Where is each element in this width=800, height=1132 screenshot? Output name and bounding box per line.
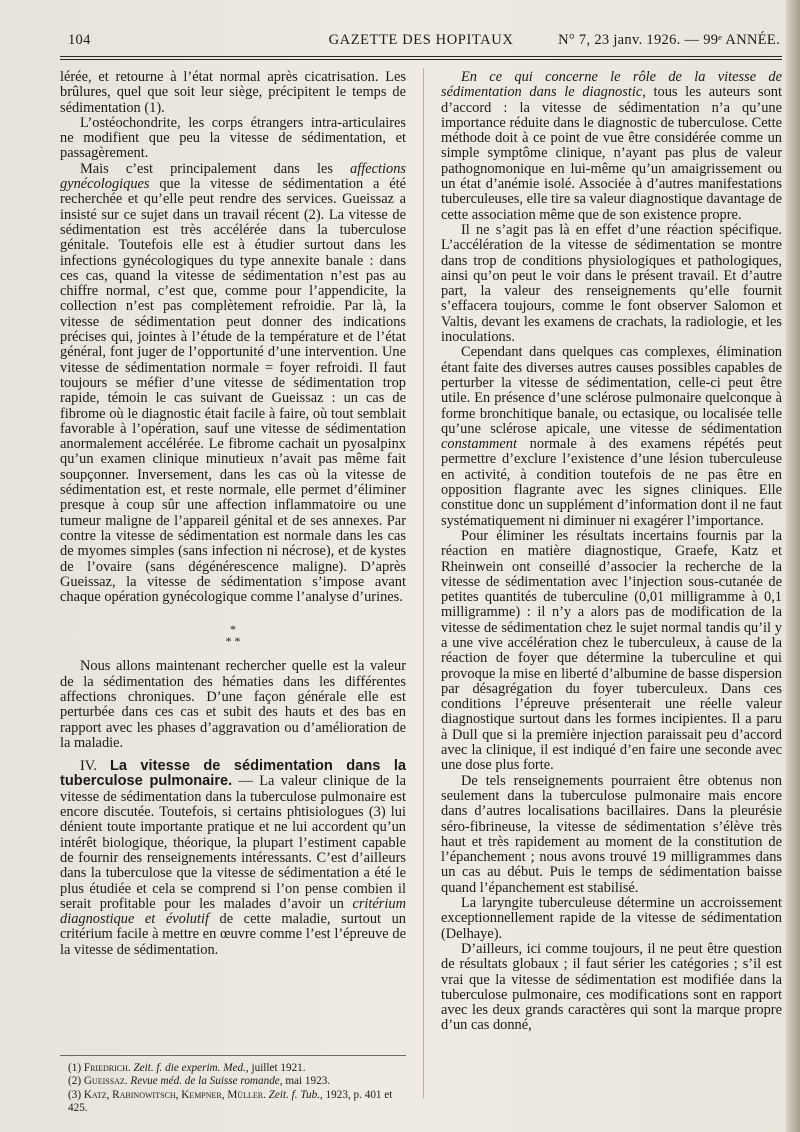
- emphasis-text: critérium diagnostique et évolutif: [60, 895, 406, 928]
- footnote: [68, 1062, 408, 1075]
- footnote: [68, 1089, 408, 1116]
- emphasis-text: constamment: [441, 436, 517, 453]
- book-spine-shadow: [786, 0, 800, 1132]
- paragraph: [441, 70, 782, 223]
- left-column: [60, 70, 406, 958]
- paragraph: Pour éliminer les résultats incertains fournis par la réaction en matière diagnostique, Graefe, Katz et Rheinwein ont conseillé d’associer la recherche de la vitesse de sédimentation avec l’injection sous-cutanée de petites quantités de tuberculine (0,01 milligramme à 0,1 milligramme) : il n’y a alors pas de modification de la vitesse de sédimentation chez le sujet normal tandis qu’il y a une vive accélération chez le tuberculeux, à cause de la réaction de foyer que détermine la tuberculine et qui provoque la mise en liberté d’albumine de basse dispersion par désagrégation du foyer tuberculeux. Dans ces conditions l’épreuve présenterait une réelle valeur diagnostique surtout dans les formes incipientes. Il a paru à Dull que si la première injection paraissait peu d’accord avec la clinique, il est indiqué d’en faire une seconde avec une dose plus forte.: [441, 527, 782, 774]
- journal-title: GAZETTE DES HOPITAUX: [328, 32, 514, 48]
- footnote-number: (3): [68, 1088, 84, 1101]
- footnote: [68, 1075, 408, 1088]
- footnote-number: (1): [68, 1062, 84, 1074]
- page-number: 104: [68, 32, 91, 48]
- section-heading: La vitesse de sédimentation dans la tuberculose pulmonaire.: [60, 758, 406, 790]
- paragraph: [60, 162, 406, 606]
- footnote-details: , 1923, p. 401 et 425.: [68, 1088, 393, 1115]
- emphasis-text: affections gynécologiques: [60, 160, 406, 193]
- footnote-author: Katz, Rabinowitsch, Kempner, Müller.: [83, 1088, 266, 1101]
- text-span: — La valeur clinique de la vitesse de sédimentation dans la tuberculose pulmonaire est encore discutée. Toutefois, si certains phtisiologues (3) lui dénient toute importante pratique et ne lui accordent qu’un intérêt biologique, théorique, la plupart l’estiment capable de fournir des renseignements intéressants. C’est d’ailleurs dans la tuberculose que la vitesse de sédimentation a été le plus étudiée et cela se comprend si l’on pense combien il serait profitable pour les malades d’avoir un: [60, 773, 407, 912]
- section-number: IV.: [80, 758, 110, 775]
- text-span: Cependant dans quelques cas complexes, élimination étant faite des diverses autres causes possibles capables de perturber la vitesse de sédimentation, celle-ci peut être utile. En présence d’une sclérose pulmonaire quelconque à forme bronchitique banale, ou ectasique, ou localisée telle qu’une sclérose apicale, une vitesse de sédimentation: [441, 344, 782, 437]
- footnote-rule: [60, 1055, 406, 1056]
- star-mark: *: [230, 622, 236, 637]
- text-span: de cette maladie, surtout un critérium facile à mettre en œuvre comme l’est l’épreuve de la vitesse de sédimentation.: [60, 911, 406, 958]
- header-rule-bottom: [60, 59, 782, 60]
- footnotes: [68, 1062, 408, 1116]
- section-separator-stars: [60, 623, 406, 647]
- paragraph: D’ailleurs, ici comme toujours, il ne peut être question de résultats globaux ; il faut sérier les catégories ; s’il est vrai que la vitesse de sédimentation est modifiée dans la tuberculose pulmonaire, ces modifications sont en rapport avec les deux grands caractères qui sont la marque propre d’un cas donné,: [441, 940, 782, 1034]
- paragraph: De tels renseignements pourraient être obtenus non seulement dans la tuberculose pulmonaire mais encore dans d’autres localisations bacillaires. Dans la pleurésie séro-fibrineuse, la vitesse de sédimentation s’élève très haut et très rapidement au moment de la constitution de l’épanchement ; nous avons trouvé 19 milligrammes dans un cas au début. Puis le temps de sédimentation baisse quand l’épanchement est stabilisé.: [441, 772, 782, 896]
- section-paragraph: [60, 759, 406, 958]
- footnote-details: , juillet 1921.: [245, 1062, 306, 1074]
- text-span: tous les auteurs sont d’accord : la vitesse de sédimentation n’a qu’une importance réduite dans le diagnostic de tuberculose. Cette méthode doit à ce point de vue être considérée comme un simple symptôme clinique, n’ayant pas plus de valeur pathognomonique en lui-même qu’un amaigrissement ou un état d’anémie isolé. Associée à d’autres manifestations tuberculeuses, elle tire sa valeur diagnostique davantage de cette association même que de son existence propre.: [441, 84, 782, 223]
- paragraph: La laryngite tuberculeuse détermine un accroissement exceptionnellement rapide de la vitesse de sédimentation (Delhaye).: [441, 895, 782, 942]
- text-span: que la vitesse de sédimentation a été recherchée et qu’elle peut rendre des services. Gueissaz a insisté sur ce sujet dans un travail récent (2). La vitesse de sédimentation est très accélérée dans la tuberculose génitale. Toutefois elle est à étudier surtout dans les infections gynécologiques du type annexite banale : dans ces cas, quand la vitesse de sédimentation n’est pas au chiffre normal, c’est que, comme pour l’appendicite, la collection n’est pas complètement refroidie. Par là, la vitesse de sédimentation peut donner des indications précises qui, jointes à l’étude de la température et de l’état général, font juger de l’opportunité d’une intervention. Une vitesse de sédimentation normale = foyer refroidi. Il faut toujours se méfier d’une vitesse de sédimentation trop rapide, témoin le cas suivant de Gueissaz : un cas de fibrome où le diagnostic était facile à faire, où tout semblait favorable à l’opération, sauf une vitesse de sédimentation anormalement accélérée. Le fibrome cachait un pyosalpinx qu’un examen clinique minutieux n’avait pas même fait soupçonner. Inversement, dans les cas où la vitesse de sédimentation est, et reste normale, elle permet d’éliminer presque à coup sûr une affection inflammatoire ou une tumeur maligne de l’appareil génital et de ses annexes. Par contre la vitesse de sédimentation est normale dans les cas de myomes simples (sans infection ni nécrose), et de kystes de l’ovaire (sans dégénérescence maligne). D’après Gueissaz, la vitesse de sédimentation s’impose avant chaque opération gynécologique comme l’analyse d’urines.: [60, 176, 406, 606]
- footnote-journal: Zeit. f. Tub.: [265, 1088, 320, 1101]
- right-column: [441, 70, 782, 1034]
- star-mark: * *: [225, 634, 241, 649]
- paragraph: lérée, et retourne à l’état normal après cicatrisation. Les brûlures, quel que soit leur siège, précipitent le temps de sédimentation (1).: [60, 69, 406, 116]
- footnote-journal: Zeit. f. die experim. Med.: [130, 1062, 246, 1074]
- footnote-number: (2): [68, 1075, 84, 1088]
- footnote-details: , mai 1923.: [279, 1075, 331, 1088]
- footnote-journal: Revue méd. de la Suisse romande: [127, 1075, 280, 1088]
- text-span: Mais c’est principalement dans les: [80, 160, 351, 177]
- paragraph: Nous allons maintenant rechercher quelle est la valeur de la sédimentation des hématies dans les différentes affections chroniques. D’une façon générale elle est perturbée dans ces cas et subit des hauts et des bas en rapport avec les phases d’aggravation ou d’amélioration de la maladie.: [60, 658, 406, 751]
- text-span: normale à des examens répétés peut permettre d’exclure l’existence d’une lésion tuberculeuse en activité, à condition toutefois de ne pas être en opposition flagrante avec les signes cliniques. Elle constitue donc un supplément d’information dont il ne faut systématiquement ni diminuer ni exagérer l’importance.: [441, 436, 782, 529]
- footnote-author: Friedrich.: [83, 1062, 131, 1074]
- page-header: [60, 32, 782, 52]
- paragraph: [441, 345, 782, 529]
- paragraph: Il ne s’agit pas là en effet d’une réaction spécifique. L’accélération de la vitesse de sédimentation se montre dans trop de conditions physiologiques et pathologiques, ainsi qu’on peut le voir dans le présent travail. Et d’autre part, la valeur des renseignements qu’elle fournit s’effacera toujours, comme le font observer Salomon et Valtis, devant les examens de crachats, la radiologie, et les inoculations.: [441, 221, 782, 346]
- footnote-author: Gueissaz.: [83, 1075, 128, 1088]
- header-rule-top: [60, 56, 782, 57]
- column-divider: [423, 68, 424, 1098]
- emphasis-text: En ce qui concerne le rôle de la vitesse de sédimentation dans le diagnostic,: [441, 69, 782, 101]
- issue-info: N° 7, 23 janv. 1926. — 99ᵉ ANNÉE.: [558, 32, 780, 48]
- paragraph: L’ostéochondrite, les corps étrangers intra-articulaires ne modifient que peu la vitesse de sédimentation, et passagèrement.: [60, 114, 406, 162]
